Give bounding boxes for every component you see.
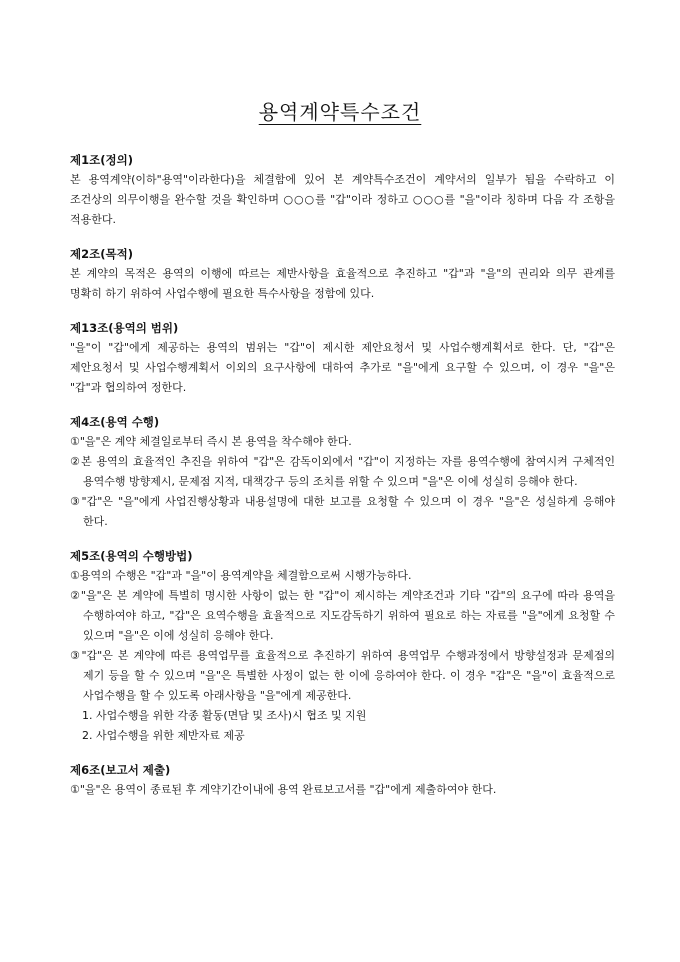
article-5-heading: 제5조(용역의 수행방법) [70, 549, 193, 563]
article-1 [70, 150, 615, 230]
article-4-item-1: ①"을"은 계약 체결일로부터 즉시 본 용역을 착수해야 한다. [70, 435, 352, 448]
article-4-item-3: ③"갑"은 "을"에게 사업진행상황과 내용설명에 대한 보고를 요청할 수 있으며 이 경우 "을"은 성실하게 응해야 한다. [70, 495, 615, 528]
article-6-item-1: ①"을"은 용역이 종료된 후 계약기간이내에 용역 완료보고서를 "갑"에게 제출하여야 한다. [70, 783, 497, 796]
document-title [0, 96, 680, 125]
article-1-heading: 제1조(정의) [70, 153, 133, 167]
article-3-body: "을"이 "갑"에게 제공하는 용역의 범위는 "갑"이 제시한 제안요청서 및 사업수행계획서로 한다. 단, "갑"은 제안요청서 및 사업수행계획서 이외의 요구사항에 대하여 추가로 "을"에게 요구할 수 있으며, 이 경우 "을"은 "갑"과 협의하여 정한다. [70, 341, 615, 394]
article-1-body: 본 용역계약(이하"용역"이라한다)을 체결함에 있어 본 계약특수조건이 계약서의 일부가 됨을 수락하고 이 조건상의 의무이행을 완수할 것을 확인하며 ○○○를 "갑"이라 정하고 ○○○를 "을"이라 칭하며 다음 각 조항을 적용한다. [70, 173, 615, 226]
article-4 [70, 412, 615, 532]
article-5-item-3: ③"갑"은 본 계약에 따른 용역업무를 효율적으로 추진하기 위하여 용역업무 수행과정에서 방향설정과 문제점의 제기 등을 할 수 있으며 "을"은 특별한 사정이 없는 한 이에 응하여야 한다. 이 경우 "갑"은 "을"이 효율적으로 사업수행을 할 수 있도록 아래사항을 "을"에게 제공한다. [70, 649, 615, 702]
article-4-item-2: ②본 용역의 효율적인 추진을 위하여 "갑"은 감독이외에서 "갑"이 지정하는 자를 용역수행에 참여시켜 구체적인 용역수행 방향제시, 문제점 지적, 대책강구 등의 조치를 위할 수 있으며 "을"은 이에 성실히 응해야 한다. [70, 455, 615, 488]
document-title-text: 용역계약특수조건 [258, 100, 422, 124]
article-5-subitem-2: 2. 사업수행을 위한 제반자료 제공 [82, 729, 245, 742]
article-3 [70, 318, 615, 398]
article-5-subitem-1: 1. 사업수행을 위한 각종 활동(면담 및 조사)시 협조 및 지원 [82, 709, 367, 722]
article-6-heading: 제6조(보고서 제출) [70, 763, 171, 777]
document-body [70, 150, 615, 814]
article-4-heading: 제4조(용역 수행) [70, 415, 160, 429]
article-5-item-2: ②"을"은 본 계약에 특별히 명시한 사항이 없는 한 "갑"이 제시하는 계약조건과 기타 "갑"의 요구에 따라 용역을 수행하여야 하고, "갑"은 요역수행을 효율적으로 지도감독하기 위하여 필요로 하는 자료를 "을"에게 요청할 수 있으며 "을"은 이에 성실히 응해야 한다. [70, 589, 615, 642]
article-2 [70, 244, 615, 304]
article-2-heading: 제2조(목적) [70, 247, 133, 261]
article-5-item-1: ①용역의 수행은 "갑"과 "을"이 용역계약을 체결함으로써 시행가능하다. [70, 569, 412, 582]
article-6 [70, 760, 615, 800]
article-3-heading: 제13조(용역의 범위) [70, 321, 179, 335]
article-5 [70, 546, 615, 746]
article-2-body: 본 계약의 목적은 용역의 이행에 따르는 제반사항을 효율적으로 추진하고 "갑"과 "을"의 권리와 의무 관계를 명확히 하기 위하여 사업수행에 필요한 특수사항을 정함에 있다. [70, 267, 615, 300]
